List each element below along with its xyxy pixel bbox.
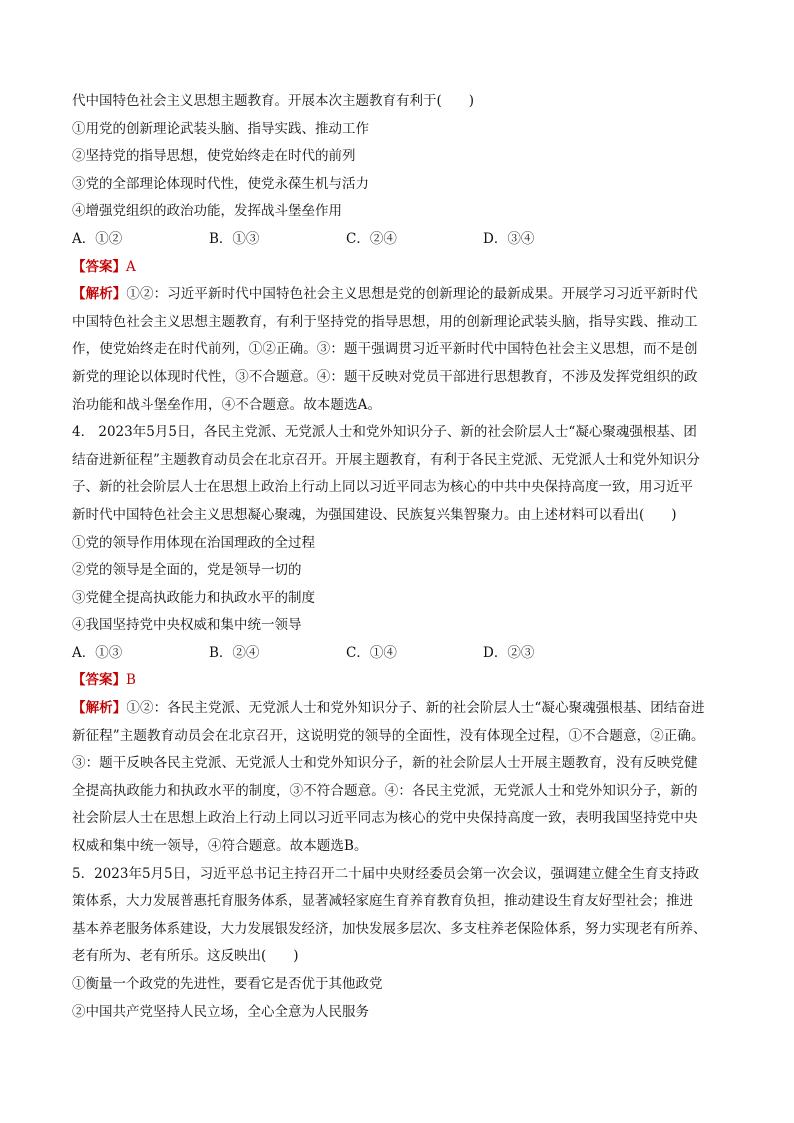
question-3-item-2: ②坚持党的指导思想，使党始终走在时代的前列 [72,148,356,165]
question-3-item-3: ③党的全部理论体现时代性，使党永葆生机与活力 [72,175,369,192]
analysis-line: 新党的理论以体现时代性，③不合题意。④：题干反映对党员干部进行思想教育，不涉及发挥党组织的政 [72,368,698,385]
question-4-item-3: ③党健全提高执政能力和执政水平的制度 [72,589,315,606]
question-5-stem-line: 策体系，大力发展普惠托育服务体系，显著减轻家庭生育养育教育负担，推动建设生育友好型社会；推进 [72,893,693,910]
answer-tag: 【答案】 [72,672,126,689]
question-3-item-4: ④增强党组织的政治功能，发挥战斗堡垒作用 [72,203,342,220]
analysis-line: 新征程”主题教育动员会在北京召开，这说明党的领导的全面性，没有体现全过程，①不合题意，②正确。 [72,727,705,744]
analysis-line: ③：题干反映各民主党派、无党派人士和党外知识分子，新的社会阶层人士开展主题教育，没有反映党健 [72,755,698,772]
question-3 [72,92,727,414]
analysis-line [72,285,727,303]
analysis-line: 社会阶层人士在思想上政治上行动上同以习近平同志为核心的党中央保持高度一致，表明我国坚持党中央 [72,810,698,827]
answer-tag: 【答案】 [72,258,126,275]
analysis-tag: 【解析】 [72,700,127,717]
answer-value: B [126,672,136,689]
analysis-line: 中国特色社会主义思想主题教育，有利于坚持党的指导思想，用的创新理论武装头脑，指导实践、推动工 [72,313,698,330]
question-4-stem-line: 新时代中国特色社会主义思想凝心聚魂，为强国建设、民族复兴集智聚力。由上述材料可以看出( ) [72,506,677,523]
question-3-options [72,230,727,248]
question-4-options [72,644,727,662]
page-content [72,92,727,1030]
option-b: B．②④ [209,644,260,661]
option-c: C．①④ [346,644,397,661]
question-5-item-2: ②中国共产党坚持人民立场，全心全意为人民服务 [72,1003,369,1020]
analysis-text: ①②：各民主党派、无党派人士和党外知识分子、新的社会阶层人士“凝心聚魂强根基、团结奋进 [126,700,705,717]
question-4-item-2: ②党的领导是全面的，党是领导一切的 [72,562,302,579]
question-4-stem-line: 结奋进新征程”主题教育动员会在北京召开。开展主题教育，有利于各民主党派、无党派人士和党外知识分 [72,451,700,468]
question-4-stem-line: 子、新的社会阶层人士在思想上政治上行动上同以习近平同志为核心的中共中央保持高度一致，用习近平 [72,479,693,496]
question-4 [72,423,727,855]
analysis-line: 作，使党始终走在时代前列，①②正确。③：题干强调贯习近平新时代中国特色社会主义思想，而不是创 [72,341,698,358]
option-a: A．①③ [72,644,123,661]
analysis-line [72,699,727,717]
question-4-analysis [72,699,727,855]
question-3-stem: 代中国特色社会主义思想主题教育。开展本次主题教育有利于( ) [72,93,475,109]
analysis-text: ①②：习近平新时代中国特色社会主义思想是党的创新理论的最新成果。开展学习习近平新时代 [126,286,698,303]
question-5-stem-line: 老有所为、老有所乐。这反映出( ) [72,948,299,965]
option-a: A．①② [72,230,123,247]
analysis-line: 权威和集中统一领导，④符合题意。故本题选B。 [72,838,368,855]
option-b: B．①③ [209,230,260,247]
question-3-item-1: ①用党的创新理论武装头脑、指导实践、推动工作 [72,120,369,137]
question-3-answer [72,258,727,276]
question-4-item-4: ④我国坚持党中央权威和集中统一领导 [72,617,302,634]
question-5-stem-line: 5．2023年5月5日，习近平总书记主持召开二十届中央财经委员会第一次会议，强调建立健全生育支持政 [72,865,700,882]
analysis-line: 治功能和战斗堡垒作用，④不合题意。故本题选A。 [72,396,382,413]
question-4-item-1: ①党的领导作用体现在治国理政的全过程 [72,534,315,551]
analysis-line: 全提高执政能力和执政水平的制度，③不符合题意。④：各民主党派，无党派人士和党外知识分子，新的 [72,782,698,799]
question-4-stem-line: 4． 2023年5月5日，各民主党派、无党派人士和党外知识分子、新的社会阶层人士“凝心聚魂强根基、团 [72,424,697,441]
answer-value: A [126,258,136,275]
option-d: D．③④ [483,230,535,247]
question-3-analysis [72,285,727,413]
question-5-stem-line: 基本养老服务体系建设，大力发展银发经济，加快发展多层次、多支柱养老保险体系，努力实现老有所养、 [72,920,707,937]
option-d: D．②③ [483,644,535,661]
analysis-tag: 【解析】 [72,286,127,303]
option-c: C．②④ [346,230,397,247]
question-5-item-1: ①衡量一个政党的先进性，要看它是否优于其他政党 [72,976,383,992]
question-4-answer [72,671,727,689]
question-5 [72,865,727,1021]
